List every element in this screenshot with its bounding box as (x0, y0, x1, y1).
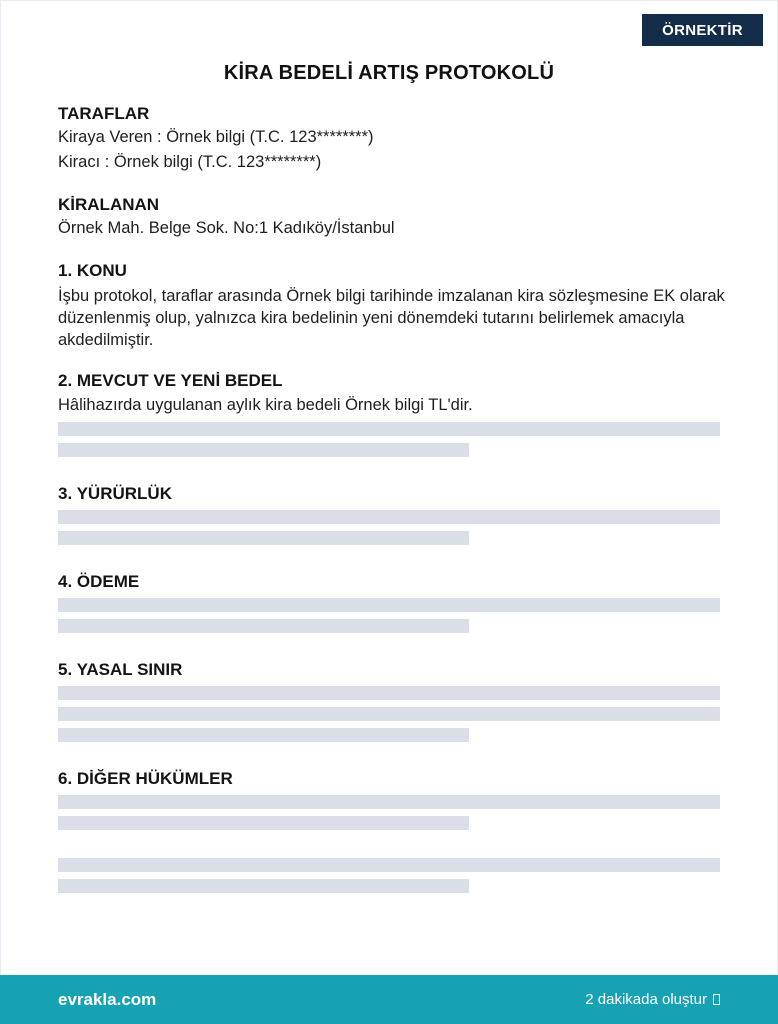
redacted-line (58, 619, 469, 633)
missing-glyph-icon (713, 994, 720, 1005)
redacted-line (58, 707, 720, 721)
document-title: KİRA BEDELİ ARTIŞ PROTOKOLÜ (223, 62, 555, 84)
redacted-line (58, 795, 720, 809)
redacted-line (58, 816, 469, 830)
redacted-line (58, 879, 469, 893)
redacted-line (58, 728, 469, 742)
parties-heading: TARAFLAR (58, 104, 150, 123)
landlord-line: Kiraya Veren : Örnek bilgi (T.C. 123********) (58, 128, 374, 146)
redacted-line (58, 510, 720, 524)
redacted-line (58, 858, 720, 872)
property-address: Örnek Mah. Belge Sok. No:1 Kadıköy/İstanbul (58, 219, 395, 237)
redacted-line (58, 422, 720, 436)
tenant-line: Kiracı : Örnek bilgi (T.C. 123********) (58, 153, 322, 171)
property-heading: KİRALANAN (58, 195, 160, 214)
footer-bar (0, 975, 778, 1024)
create-cta-link[interactable] (585, 975, 720, 1024)
rent-heading: 2. MEVCUT VE YENİ BEDEL (58, 371, 283, 390)
other-heading: 6. DİĞER HÜKÜMLER (58, 769, 233, 788)
rent-text: Hâlihazırda uygulanan aylık kira bedeli Örnek bilgi TL'dir. (58, 396, 473, 414)
footer-brand-link[interactable]: evrakla.com (58, 990, 157, 1009)
subject-heading: 1. KONU (58, 261, 127, 280)
redacted-line (58, 598, 720, 612)
effective-heading: 3. YÜRÜRLÜK (58, 484, 172, 503)
payment-heading: 4. ÖDEME (58, 572, 140, 591)
subject-text: İşbu protokol, taraflar arasında Örnek bilgi tarihinde imzalanan kira sözleşmesine EK olarak düzenlenmiş olup, yalnızca kira bedelinin yeni dönemdeki tutarını belirlemek amacıyla akdedilmiştir. (58, 287, 725, 349)
legal-limit-heading: 5. YASAL SINIR (58, 660, 183, 679)
redacted-line (58, 443, 469, 457)
create-cta-label: 2 dakikada oluştur (585, 991, 707, 1008)
redacted-line (58, 686, 720, 700)
sample-badge: ÖRNEKTİR (642, 14, 763, 46)
redacted-line (58, 531, 469, 545)
